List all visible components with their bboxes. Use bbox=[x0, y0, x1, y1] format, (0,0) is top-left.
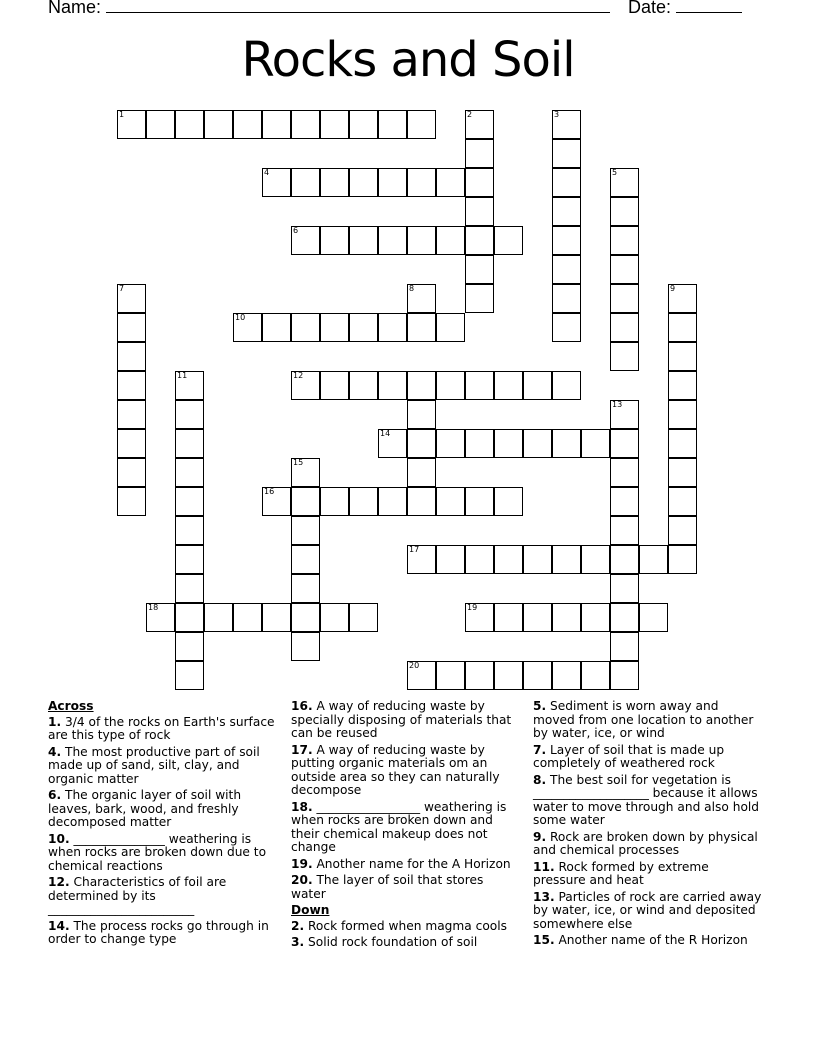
clue-num: 8. bbox=[533, 772, 547, 787]
clue-num: 18. bbox=[291, 799, 313, 814]
grid-cell[interactable] bbox=[552, 168, 581, 197]
clue-text: weathering is when rocks are broken down due to chemical reactions bbox=[48, 831, 267, 873]
grid-cell[interactable] bbox=[610, 226, 639, 255]
grid-cell[interactable] bbox=[291, 516, 320, 545]
grid-cell[interactable] bbox=[668, 458, 697, 487]
grid-cell[interactable] bbox=[436, 429, 465, 458]
clue-num: 17. bbox=[291, 742, 313, 757]
grid-cell[interactable] bbox=[117, 487, 146, 516]
grid-cell[interactable] bbox=[552, 139, 581, 168]
clue-number: 5 bbox=[612, 168, 618, 177]
grid-cell[interactable] bbox=[117, 371, 146, 400]
grid-cell[interactable] bbox=[465, 429, 494, 458]
grid-cell[interactable] bbox=[407, 110, 436, 139]
clue-item bbox=[533, 891, 763, 932]
clue-num: 1. bbox=[48, 714, 62, 729]
clue-num: 13. bbox=[533, 889, 555, 904]
grid-cell[interactable] bbox=[436, 226, 465, 255]
grid-cell[interactable] bbox=[610, 632, 639, 661]
grid-cell[interactable] bbox=[465, 139, 494, 168]
grid-cell[interactable] bbox=[407, 168, 436, 197]
grid-cell[interactable] bbox=[262, 313, 291, 342]
clue-item bbox=[48, 746, 276, 787]
grid-cell[interactable] bbox=[436, 545, 465, 574]
grid-cell[interactable] bbox=[639, 603, 668, 632]
clue-item bbox=[291, 744, 521, 798]
grid-cell[interactable] bbox=[378, 226, 407, 255]
clue-number: 14 bbox=[380, 429, 391, 438]
grid-cell[interactable] bbox=[610, 574, 639, 603]
clue-item bbox=[533, 744, 763, 771]
grid-cell[interactable] bbox=[523, 371, 552, 400]
clue-item bbox=[48, 789, 276, 830]
clue-text: Solid rock foundation of soil bbox=[308, 935, 478, 949]
grid-cell[interactable] bbox=[465, 545, 494, 574]
grid-cell[interactable] bbox=[175, 400, 204, 429]
grid-cell[interactable] bbox=[610, 313, 639, 342]
grid-cell[interactable] bbox=[552, 603, 581, 632]
grid-cell[interactable] bbox=[494, 429, 523, 458]
grid-cell[interactable] bbox=[610, 197, 639, 226]
clue-item bbox=[48, 833, 276, 874]
clue-text: The organic layer of soil with leaves, bark, wood, and freshly decomposed matter bbox=[48, 788, 242, 829]
grid-cell[interactable] bbox=[291, 603, 320, 632]
grid-cell[interactable] bbox=[494, 603, 523, 632]
clue-number: 19 bbox=[467, 603, 478, 612]
clue-num: 14. bbox=[48, 918, 70, 933]
grid-cell[interactable] bbox=[320, 168, 349, 197]
clue-item bbox=[48, 876, 276, 917]
grid-cell[interactable] bbox=[117, 400, 146, 429]
grid-cell[interactable] bbox=[378, 168, 407, 197]
grid-cell[interactable] bbox=[523, 661, 552, 690]
grid-cell[interactable] bbox=[117, 458, 146, 487]
grid-cell[interactable] bbox=[175, 458, 204, 487]
grid-cell[interactable] bbox=[262, 603, 291, 632]
grid-cell[interactable] bbox=[494, 226, 523, 255]
page-title: Rocks and Soil bbox=[241, 32, 575, 88]
clue-text: A way of reducing waste by specially disposing of materials that can be reused bbox=[291, 699, 512, 740]
clue-number: 8 bbox=[409, 284, 415, 293]
clue-text: Another name for the A Horizon bbox=[316, 856, 511, 871]
clues-column-2 bbox=[291, 700, 521, 953]
grid-cell[interactable] bbox=[175, 661, 204, 690]
grid-cell[interactable] bbox=[320, 371, 349, 400]
clue-text: 3/4 of the rocks on Earth's surface are this type of rock bbox=[48, 714, 275, 742]
clue-number: 1 bbox=[119, 110, 125, 119]
clue-number: 13 bbox=[612, 400, 623, 409]
grid-cell[interactable] bbox=[291, 168, 320, 197]
grid-cell[interactable] bbox=[610, 545, 639, 574]
clue-item bbox=[48, 716, 276, 743]
grid-cell[interactable] bbox=[349, 168, 378, 197]
grid-cell[interactable] bbox=[581, 545, 610, 574]
clue-item bbox=[291, 936, 521, 950]
grid-cell[interactable] bbox=[291, 545, 320, 574]
grid-cell[interactable] bbox=[668, 487, 697, 516]
grid-cell[interactable] bbox=[465, 255, 494, 284]
clue-number: 2 bbox=[467, 110, 473, 119]
clue-text: The most productive part of soil made up of sand, silt, clay, and organic matter bbox=[48, 744, 260, 786]
grid-cell[interactable] bbox=[117, 429, 146, 458]
grid-cell[interactable] bbox=[291, 110, 320, 139]
grid-cell[interactable] bbox=[407, 429, 436, 458]
grid-cell[interactable] bbox=[581, 603, 610, 632]
clue-num: 16. bbox=[291, 699, 313, 713]
clue-number: 16 bbox=[264, 487, 275, 496]
clue-item bbox=[291, 874, 521, 901]
clue-num: 20. bbox=[291, 873, 313, 887]
clue-text: The layer of soil that stores water bbox=[291, 873, 484, 901]
clue-item bbox=[533, 861, 763, 888]
clue-text: Rock formed when magma cools bbox=[308, 918, 507, 933]
grid-cell[interactable] bbox=[407, 458, 436, 487]
grid-cell[interactable] bbox=[610, 487, 639, 516]
grid-cell[interactable] bbox=[610, 458, 639, 487]
clues-column-3 bbox=[533, 700, 763, 951]
clue-item bbox=[533, 831, 763, 858]
clue-number: 12 bbox=[293, 371, 304, 380]
grid-cell[interactable] bbox=[349, 487, 378, 516]
grid-cell[interactable] bbox=[204, 110, 233, 139]
clue-number: 20 bbox=[409, 661, 420, 670]
clue-item bbox=[291, 858, 521, 872]
grid-cell[interactable] bbox=[291, 487, 320, 516]
clue-num: 5. bbox=[533, 699, 547, 713]
clue-text: Characteristics of foil are determined by its bbox=[48, 875, 227, 903]
grid-cell[interactable] bbox=[610, 255, 639, 284]
grid-cell[interactable] bbox=[436, 371, 465, 400]
grid-cell[interactable] bbox=[291, 313, 320, 342]
clue-number: 15 bbox=[293, 458, 304, 467]
clue-number: 6 bbox=[293, 226, 299, 235]
clue-number: 17 bbox=[409, 545, 420, 554]
clue-text: Sediment is worn away and moved from one location to another by water, ice, or wind bbox=[533, 699, 754, 740]
grid-cell[interactable] bbox=[668, 516, 697, 545]
grid-cell[interactable] bbox=[668, 429, 697, 458]
grid-cell[interactable] bbox=[610, 603, 639, 632]
grid-cell[interactable] bbox=[668, 545, 697, 574]
grid-cell[interactable] bbox=[465, 168, 494, 197]
clue-item bbox=[533, 700, 763, 741]
answer-blank: _________________ bbox=[316, 799, 421, 814]
grid-cell[interactable] bbox=[407, 400, 436, 429]
grid-cell[interactable] bbox=[320, 603, 349, 632]
grid-cell[interactable] bbox=[175, 429, 204, 458]
grid-cell[interactable] bbox=[610, 342, 639, 371]
grid-cell[interactable] bbox=[552, 313, 581, 342]
grid-cell[interactable] bbox=[465, 197, 494, 226]
grid-cell[interactable] bbox=[175, 516, 204, 545]
grid-cell[interactable] bbox=[204, 603, 233, 632]
clue-num: 15. bbox=[533, 933, 555, 947]
grid-cell[interactable] bbox=[233, 110, 262, 139]
clue-num: 6. bbox=[48, 788, 62, 802]
grid-cell[interactable] bbox=[552, 429, 581, 458]
grid-cell[interactable] bbox=[494, 371, 523, 400]
down-heading: Down bbox=[291, 903, 330, 917]
clue-text: The process rocks go through in order to change type bbox=[48, 918, 269, 946]
grid-cell[interactable] bbox=[668, 400, 697, 429]
clue-item bbox=[291, 920, 521, 934]
grid-cell[interactable] bbox=[233, 603, 262, 632]
answer-blank: ___________________ bbox=[533, 786, 649, 800]
answer-blank: _______________ bbox=[73, 831, 165, 846]
grid-cell[interactable] bbox=[175, 545, 204, 574]
grid-cell[interactable] bbox=[175, 632, 204, 661]
clue-item bbox=[48, 920, 276, 947]
grid-cell[interactable] bbox=[668, 371, 697, 400]
grid-cell[interactable] bbox=[465, 226, 494, 255]
grid-cell[interactable] bbox=[639, 545, 668, 574]
name-label: Name: bbox=[48, 0, 102, 17]
clue-text: The best soil for vegetation is bbox=[550, 772, 732, 787]
grid-cell[interactable] bbox=[378, 487, 407, 516]
clue-num: 11. bbox=[533, 859, 555, 874]
grid-cell[interactable] bbox=[320, 313, 349, 342]
clue-number: 11 bbox=[177, 371, 188, 380]
clue-text: Particles of rock are carried away by water, ice, or wind and deposited somewhere else bbox=[533, 889, 762, 931]
grid-cell[interactable] bbox=[117, 313, 146, 342]
clue-item bbox=[533, 774, 763, 828]
clue-text: Rock formed by extreme pressure and heat bbox=[533, 859, 709, 887]
grid-cell[interactable] bbox=[668, 313, 697, 342]
grid-cell[interactable] bbox=[523, 429, 552, 458]
grid-cell[interactable] bbox=[610, 516, 639, 545]
clue-text: weathering is when rocks are broken down and their chemical makeup does not change bbox=[291, 799, 507, 854]
grid-cell[interactable] bbox=[378, 313, 407, 342]
grid-cell[interactable] bbox=[465, 284, 494, 313]
grid-cell[interactable] bbox=[146, 110, 175, 139]
grid-cell[interactable] bbox=[668, 342, 697, 371]
clue-item bbox=[533, 934, 763, 948]
clue-num: 9. bbox=[533, 829, 547, 844]
grid-cell[interactable] bbox=[494, 661, 523, 690]
clue-number: 4 bbox=[264, 168, 270, 177]
grid-cell[interactable] bbox=[349, 603, 378, 632]
grid-cell[interactable] bbox=[175, 574, 204, 603]
clue-num: 10. bbox=[48, 831, 70, 846]
grid-cell[interactable] bbox=[494, 487, 523, 516]
grid-cell[interactable] bbox=[494, 545, 523, 574]
clue-text: Rock are broken down by physical and chemical processes bbox=[533, 829, 758, 857]
clue-text: Another name of the R Horizon bbox=[558, 933, 748, 947]
clue-number: 9 bbox=[670, 284, 676, 293]
grid-cell[interactable] bbox=[552, 284, 581, 313]
answer-blank: ________________________ bbox=[48, 902, 195, 916]
clue-number: 18 bbox=[148, 603, 159, 612]
grid-cell[interactable] bbox=[436, 313, 465, 342]
grid-cell[interactable] bbox=[175, 487, 204, 516]
grid-cell[interactable] bbox=[436, 168, 465, 197]
clue-num: 19. bbox=[291, 856, 313, 871]
grid-cell[interactable] bbox=[349, 313, 378, 342]
clue-num: 4. bbox=[48, 744, 62, 759]
grid-cell[interactable] bbox=[465, 371, 494, 400]
grid-cell[interactable] bbox=[291, 574, 320, 603]
grid-cell[interactable] bbox=[552, 661, 581, 690]
clue-number: 3 bbox=[554, 110, 560, 119]
clue-text: A way of reducing waste by putting organic materials om an outside area so they can naturally decompose bbox=[291, 742, 500, 797]
grid-cell[interactable] bbox=[610, 284, 639, 313]
grid-cell[interactable] bbox=[175, 603, 204, 632]
grid-cell[interactable] bbox=[552, 545, 581, 574]
clue-num: 3. bbox=[291, 935, 305, 949]
grid-cell[interactable] bbox=[523, 545, 552, 574]
clue-text: because it allows water to move through and also hold some water bbox=[533, 786, 760, 827]
date-label: Date: bbox=[628, 0, 672, 17]
clue-item bbox=[291, 700, 521, 741]
grid-cell[interactable] bbox=[175, 110, 204, 139]
grid-cell[interactable] bbox=[552, 371, 581, 400]
grid-cell[interactable] bbox=[407, 487, 436, 516]
grid-cell[interactable] bbox=[581, 429, 610, 458]
grid-cell[interactable] bbox=[378, 371, 407, 400]
grid-cell[interactable] bbox=[552, 255, 581, 284]
clue-item bbox=[291, 801, 521, 855]
grid-cell[interactable] bbox=[407, 371, 436, 400]
clue-num: 12. bbox=[48, 875, 70, 889]
grid-cell[interactable] bbox=[581, 661, 610, 690]
grid-cell[interactable] bbox=[610, 661, 639, 690]
grid-cell[interactable] bbox=[407, 226, 436, 255]
grid-cell[interactable] bbox=[378, 110, 407, 139]
grid-cell[interactable] bbox=[465, 661, 494, 690]
clue-number: 10 bbox=[235, 313, 246, 322]
grid-cell[interactable] bbox=[291, 632, 320, 661]
grid-cell[interactable] bbox=[262, 110, 291, 139]
clue-num: 2. bbox=[291, 918, 305, 933]
grid-cell[interactable] bbox=[552, 226, 581, 255]
grid-cell[interactable] bbox=[436, 487, 465, 516]
clue-number: 7 bbox=[119, 284, 125, 293]
across-heading: Across bbox=[48, 699, 94, 713]
grid-cell[interactable] bbox=[523, 603, 552, 632]
clues-column-1 bbox=[48, 700, 276, 950]
grid-cell[interactable] bbox=[349, 226, 378, 255]
grid-cell[interactable] bbox=[320, 110, 349, 139]
grid-cell[interactable] bbox=[320, 487, 349, 516]
grid-cell[interactable] bbox=[349, 110, 378, 139]
clue-text: Layer of soil that is made up completely of weathered rock bbox=[533, 742, 725, 770]
grid-cell[interactable] bbox=[349, 371, 378, 400]
grid-cell[interactable] bbox=[407, 313, 436, 342]
grid-cell[interactable] bbox=[465, 487, 494, 516]
grid-cell[interactable] bbox=[610, 429, 639, 458]
grid-cell[interactable] bbox=[320, 226, 349, 255]
grid-cell[interactable] bbox=[436, 661, 465, 690]
grid-cell[interactable] bbox=[552, 197, 581, 226]
grid-cell[interactable] bbox=[117, 342, 146, 371]
clue-num: 7. bbox=[533, 742, 547, 757]
